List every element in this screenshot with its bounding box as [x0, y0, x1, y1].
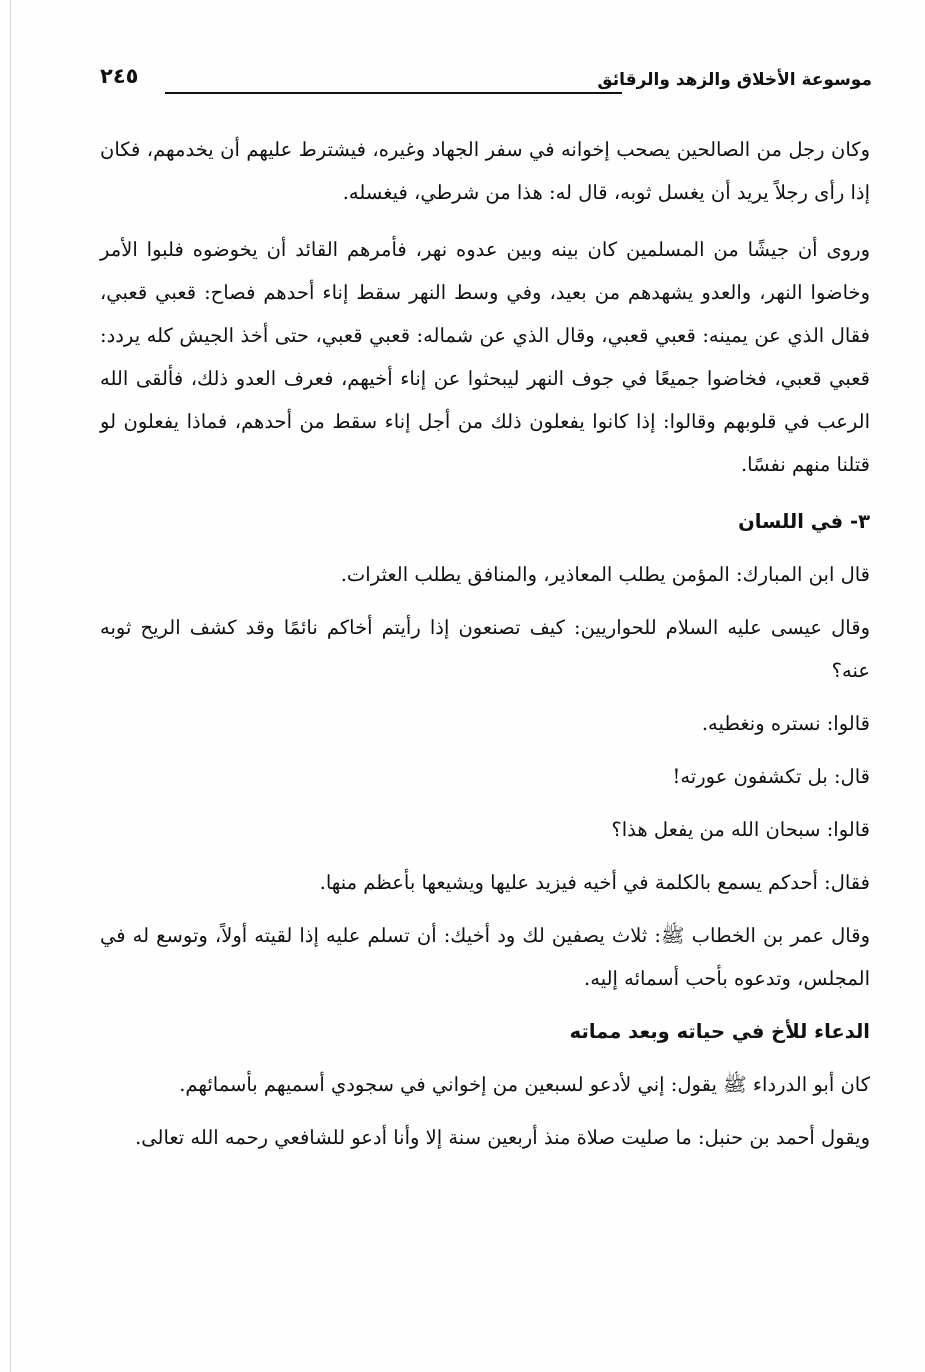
paragraph-umar-three-things: وقال عمر بن الخطاب ﷺ: ثلاث يصفين لك ود أخيك: أن تسلم عليه إذا لقيته أولاً، وتوسع له في المجلس، وتدعوه بأحب أسمائه إليه.	[100, 924, 870, 990]
page-number: ٢٤٥	[100, 64, 139, 88]
paragraph-isa-explanation: فقال: أحدكم يسمع بالكلمة في أخيه فيزيد عليها ويشيعها بأعظم منها.	[319, 871, 870, 894]
paragraph-volunteer-washing: وكان رجل من الصالحين يصحب إخوانه في سفر الجهاد وغيره، فيشترط عليهم أن يخدمهم، فكان إذا رأى رجلاً يريد أن يغسل ثوبه، قال له: هذا من شرطي، فيغسله.	[100, 138, 870, 204]
book-title: موسوعة الأخلاق والزهد والرقائق	[597, 70, 872, 90]
paragraph-disciples-question: قالوا: سبحان الله من يفعل هذا؟	[611, 818, 870, 841]
header-rule	[165, 92, 622, 94]
paragraph-disciples-reply: قالوا: نستره ونغطيه.	[701, 712, 870, 735]
paragraph-ahmad-ibn-hanbal: ويقول أحمد بن حنبل: ما صليت صلاة منذ أربعين سنة إلا وأنا أدعو للشافعي رحمه الله تعالى.	[135, 1126, 870, 1149]
paragraph-isa-disciples: وقال عيسى عليه السلام للحواريين: كيف تصنعون إذا رأيتم أخاكم نائمًا وقد كشف الريح ثوبه عنه؟	[100, 616, 870, 682]
paragraph-abu-darda: كان أبو الدرداء ﷺ يقول: إني لأدعو لسبعين من إخواني في سجودي أسميهم بأسمائهم.	[179, 1073, 870, 1096]
page-body	[100, 128, 870, 1169]
section-heading-tongue: ٣- في اللسان	[738, 510, 870, 533]
paragraph-army-river-story: وروى أن جيشًا من المسلمين كان بينه وبين عدوه نهر، فأمرهم القائد أن يخوضوه فلبوا الأمر وخاضوا النهر، والعدو يشهدهم من بعيد، وفي وسط النهر سقط إناء أحدهم فصاح: قعبي قعبي، فقال الذي عن يمينه: قعبي قعبي، وقال الذي عن شماله: قعبي قعبي، حتى أخذ الجيش كله يردد: قعبي قعبي، فخاضوا جميعًا في جوف النهر ليبحثوا عن إناء أخيهم، فعرف العدو ذلك، فألقى الله الرعب في قلوبهم وقالوا: إذا كانوا يفعلون ذلك من أجل إناء سقط من أحدهم، فماذا يفعلون لو قتلنا منهم نفسًا.	[100, 238, 870, 476]
paragraph-ibn-mubarak: قال ابن المبارك: المؤمن يطلب المعاذير، والمنافق يطلب العثرات.	[340, 563, 870, 586]
running-header	[100, 62, 872, 98]
page-edge	[10, 0, 11, 1372]
paragraph-isa-response: قال: بل تكشفون عورته!	[672, 765, 870, 788]
section-heading-supplication: الدعاء للأخ في حياته وبعد مماته	[569, 1020, 870, 1043]
